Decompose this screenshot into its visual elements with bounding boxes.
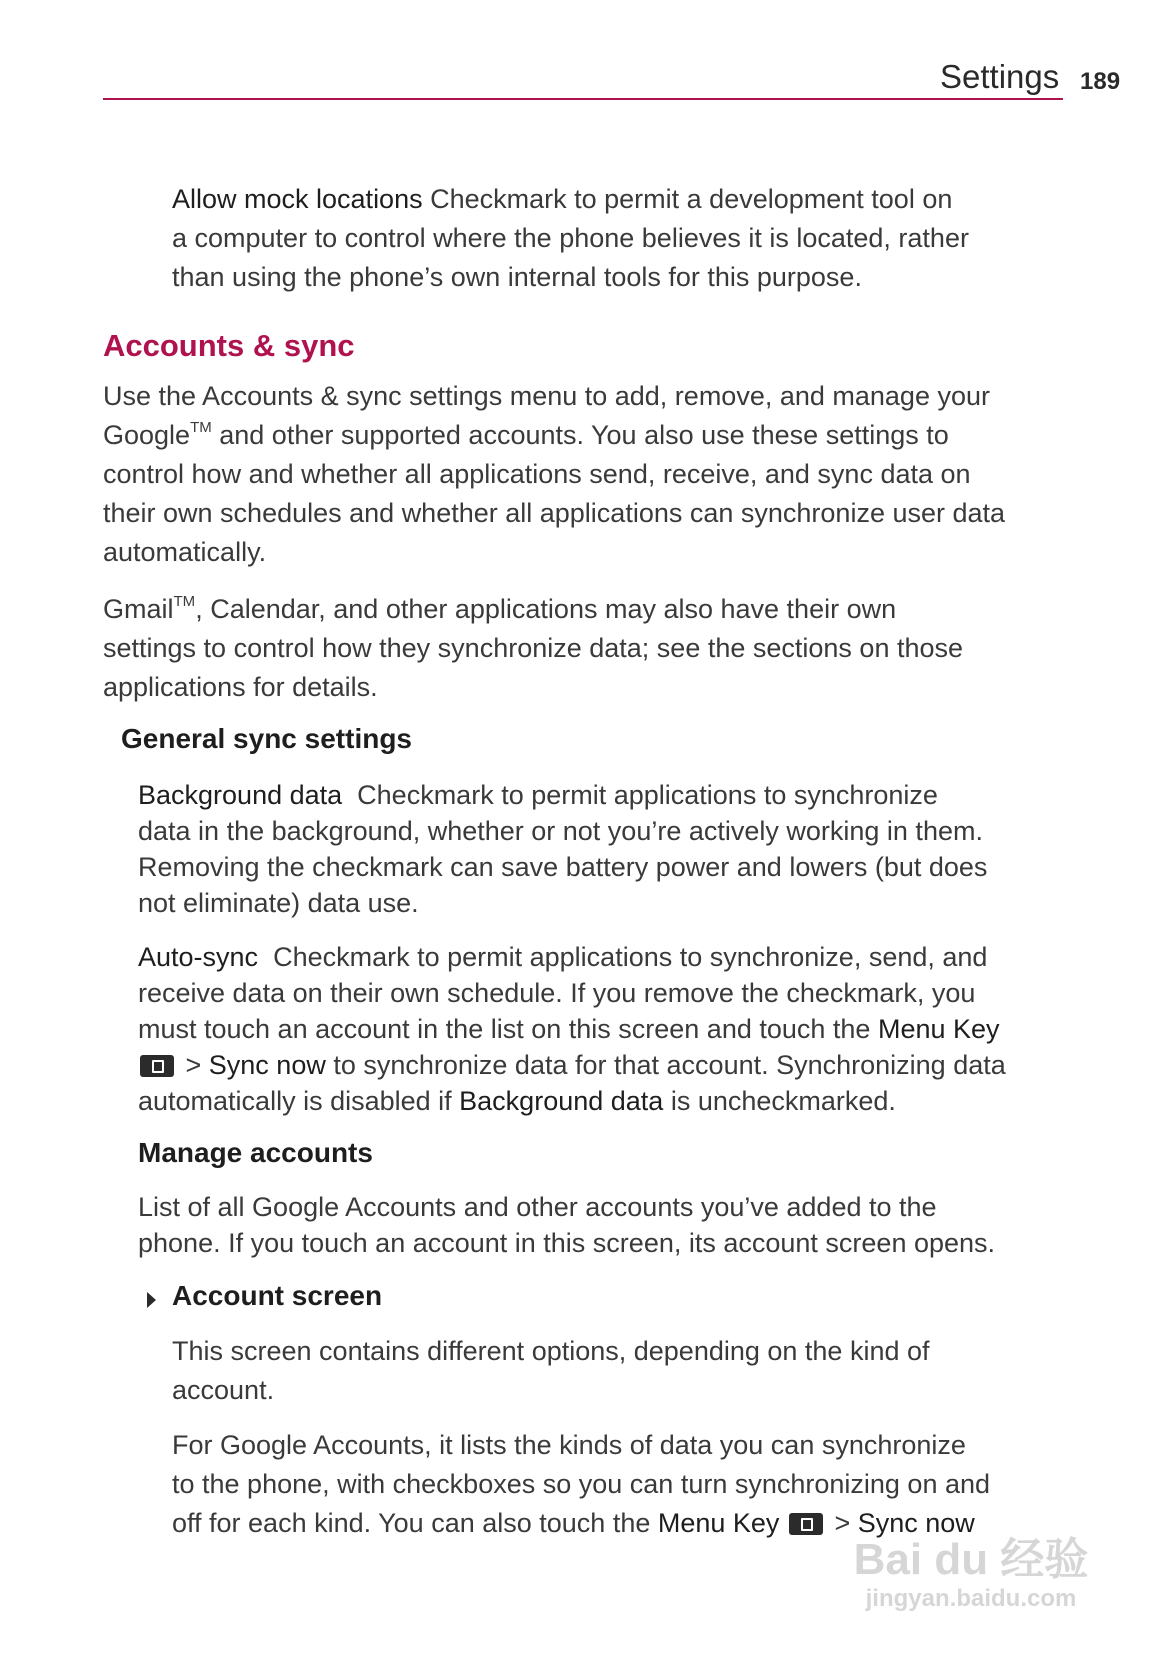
intro-line5: automatically.: [103, 537, 267, 567]
gmail-line1a: Gmail: [103, 594, 174, 624]
mock-locations-line2: a computer to control where the phone believes it is located, rather: [172, 223, 969, 253]
background-data-line2: data in the background, whether or not you’re actively working in them.: [138, 816, 983, 846]
menu-key-icon: [140, 1055, 174, 1077]
mock-locations-line3: than using the phone’s own internal tools for this purpose.: [172, 262, 862, 292]
triangle-bullet-icon: [147, 1292, 156, 1308]
baidu-watermark: [826, 1535, 1116, 1613]
mock-locations-paragraph: [172, 180, 969, 297]
intro-line2a: Google: [103, 420, 191, 450]
auto-sync-term: Auto-sync: [138, 942, 259, 972]
intro-line3: control how and whether all applications send, receive, and sync data on: [103, 459, 971, 489]
manage-accounts-line1: List of all Google Accounts and other accounts you’ve added to the: [138, 1192, 937, 1222]
gmail-line1b: , Calendar, and other applications may also have their own: [195, 594, 897, 624]
general-sync-heading: General sync settings: [121, 723, 413, 754]
page-header-title: Settings: [940, 58, 1060, 95]
background-data-paragraph: [138, 777, 987, 921]
menu-key-term: Menu Key: [657, 1508, 780, 1538]
trademark-mark: TM: [173, 593, 196, 610]
account-screen-p1-line1: This screen contains different options, depending on the kind of: [172, 1336, 930, 1366]
accounts-sync-intro: [103, 377, 1005, 572]
background-data-term: Background data: [138, 780, 343, 810]
gmail-line2: settings to control how they synchronize data; see the sections on those: [103, 633, 964, 663]
background-data-line4: not eliminate) data use.: [138, 888, 419, 918]
account-screen-p2-line2: to the phone, with checkboxes so you can turn synchronizing on and: [172, 1469, 991, 1499]
gmail-paragraph: [103, 590, 963, 707]
intro-line2b: and other supported accounts. You also use these settings to: [211, 420, 949, 450]
manage-accounts-line2: phone. If you touch an account in this screen, its account screen opens.: [138, 1228, 996, 1258]
menu-key-term: Menu Key: [877, 1014, 1000, 1044]
account-screen-heading: Account screen: [172, 1280, 383, 1311]
sync-now-term: Sync now: [208, 1050, 326, 1080]
watermark-brand: Bai du 经验: [853, 1535, 1089, 1584]
auto-sync-line2: receive data on their own schedule. If you remove the checkmark, you: [138, 978, 976, 1008]
account-screen-paragraph1: [172, 1332, 930, 1410]
menu-separator: >: [826, 1508, 858, 1538]
auto-sync-line5a: automatically is disabled if: [138, 1086, 460, 1116]
auto-sync-line1: Checkmark to permit applications to synchronize, send, and: [258, 942, 988, 972]
intro-line4: their own schedules and whether all applications can synchronize user data: [103, 498, 1006, 528]
background-data-line3: Removing the checkmark can save battery power and lowers (but does: [138, 852, 988, 882]
manage-accounts-paragraph: [138, 1189, 995, 1261]
auto-sync-paragraph: [138, 939, 1006, 1119]
account-screen-p1-line2: account.: [172, 1375, 275, 1405]
account-screen-p2-line1: For Google Accounts, it lists the kinds of data you can synchronize: [172, 1430, 966, 1460]
sync-now-term: Sync now: [857, 1508, 975, 1538]
background-data-ref: Background data: [459, 1086, 664, 1116]
manage-accounts-heading: Manage accounts: [138, 1137, 373, 1168]
mock-locations-term: Allow mock locations: [172, 184, 423, 214]
auto-sync-line3: must touch an account in the list on this screen and touch the: [138, 1014, 878, 1044]
account-screen-paragraph2: [172, 1426, 990, 1543]
intro-line1: Use the Accounts & sync settings menu to add, remove, and manage your: [103, 381, 990, 411]
page-number: 189: [1080, 68, 1121, 95]
menu-key-icon: [789, 1513, 823, 1535]
auto-sync-line5b: is uncheckmarked.: [663, 1086, 896, 1116]
accounts-sync-heading: Accounts & sync: [103, 328, 355, 363]
menu-separator: >: [178, 1050, 209, 1080]
gmail-line3: applications for details.: [103, 672, 378, 702]
account-screen-p2-line3a: off for each kind. You can also touch the: [172, 1508, 658, 1538]
trademark-mark: TM: [190, 419, 212, 436]
header-divider: [103, 98, 1063, 100]
auto-sync-line4: to synchronize data for that account. Synchronizing data: [325, 1050, 1006, 1080]
mock-locations-line1: Checkmark to permit a development tool on: [422, 184, 953, 214]
background-data-line1: Checkmark to permit applications to synchronize: [342, 780, 938, 810]
watermark-url: jingyan.baidu.com: [865, 1585, 1077, 1612]
